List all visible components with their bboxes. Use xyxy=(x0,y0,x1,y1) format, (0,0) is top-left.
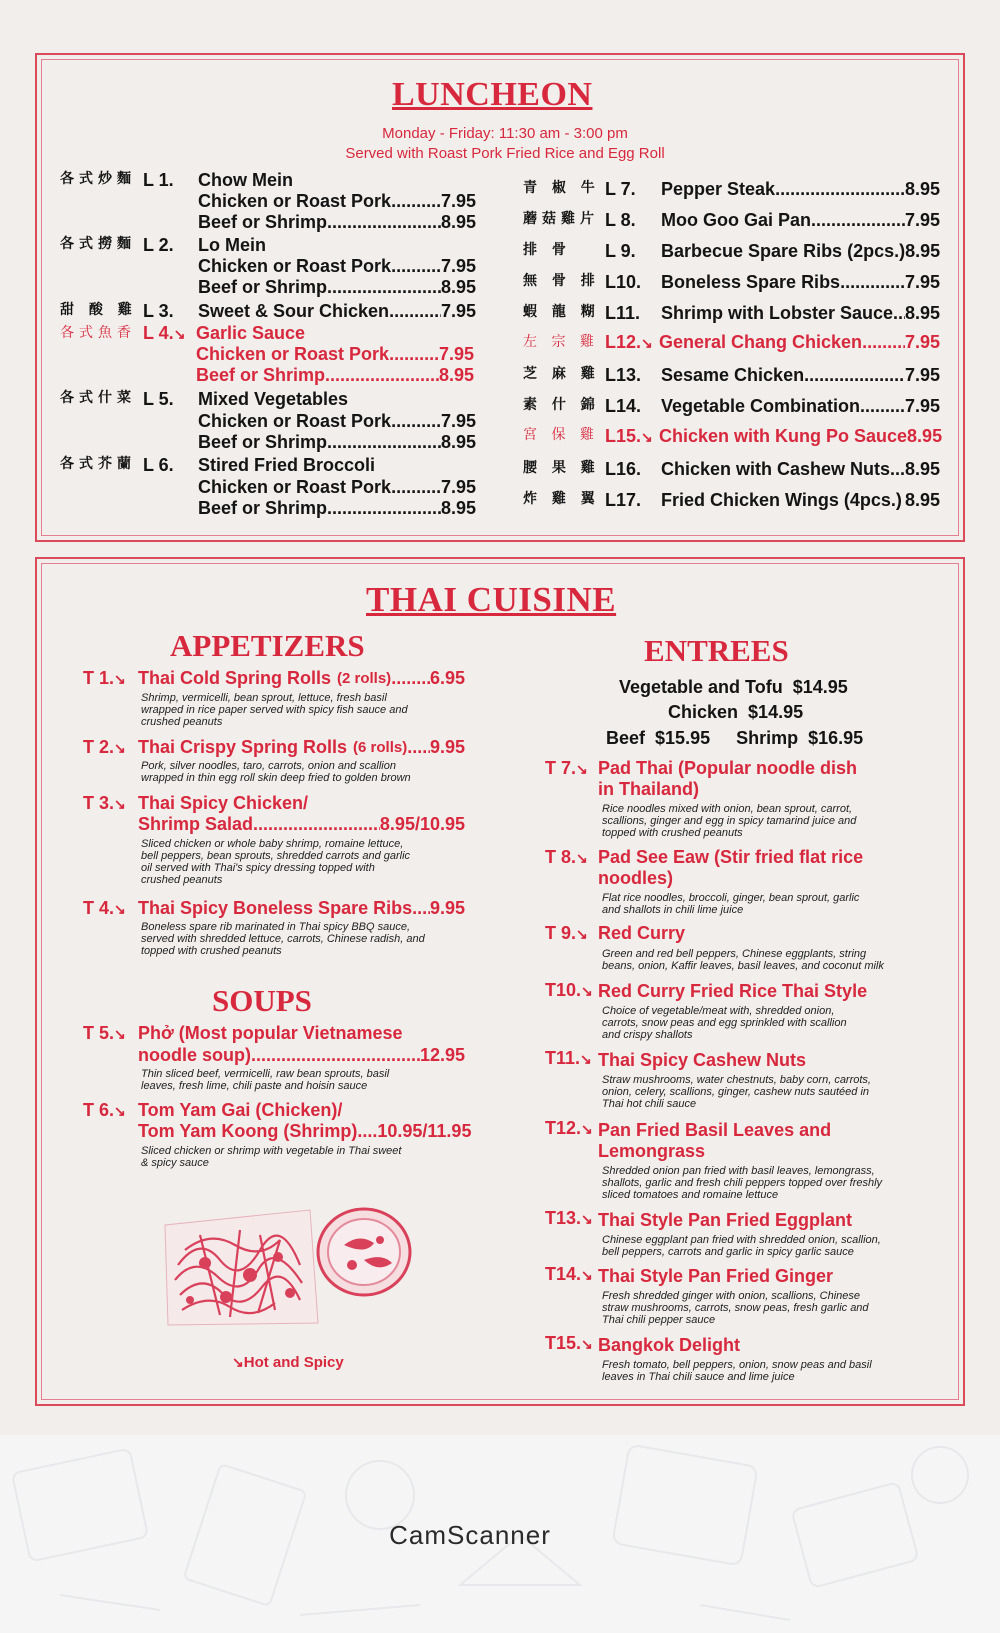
item-code-l1: L 1. xyxy=(143,170,174,190)
item-price: 7.95 xyxy=(904,332,940,352)
option-price: 7.95 xyxy=(440,477,476,497)
item-code-l2: L 2. xyxy=(143,235,174,255)
item-row-l17 xyxy=(661,490,940,511)
price-value: $15.95 xyxy=(655,728,711,748)
option-price: 7.95 xyxy=(438,344,474,364)
option-price: 8.95 xyxy=(440,498,476,518)
leader-dots xyxy=(327,432,441,453)
entree-name: Thai Style Pan Fried Eggplant xyxy=(598,1210,853,1230)
entree-name: Pad Thai (Popular noodle dish xyxy=(598,758,858,778)
entree-name: Red Curry xyxy=(598,923,686,943)
luncheon-served: Served with Roast Pork Fried Rice and Egg Roll xyxy=(345,145,665,162)
appetizer-row xyxy=(138,737,465,758)
thai-title: THAI CUISINE xyxy=(366,580,617,619)
appetizer-code xyxy=(83,668,126,689)
appetizer-desc: Shrimp, vermicelli, bean sprout, lettuce, fresh basil wrapped in rice paper served with spicy fish sauce and crushed peanuts xyxy=(141,692,408,728)
item-name-l2: Lo Mein xyxy=(198,235,266,255)
entree-code xyxy=(545,1264,593,1285)
soup-bowl-illustration xyxy=(314,1205,414,1300)
soup-desc: Thin sliced beef, vermicelli, raw bean sprouts, basil leaves, fresh lime, chili paste and hoisin sauce xyxy=(141,1068,390,1092)
appetizer-price: 6.95 xyxy=(429,668,465,688)
code-text: L15. xyxy=(605,426,642,446)
entree-name-2: in Thailand) xyxy=(598,779,699,799)
item-price: 7.95 xyxy=(904,396,940,416)
item-row-l8 xyxy=(661,210,940,231)
option-row xyxy=(198,191,476,212)
item-row-l14 xyxy=(661,396,940,417)
price-label: Chicken xyxy=(668,702,739,722)
entree-name: Pan Fried Basil Leaves and xyxy=(598,1120,832,1140)
code-text: T 9. xyxy=(545,923,577,943)
option-name: Beef or Shrimp xyxy=(198,432,328,452)
appetizer-code xyxy=(83,793,126,814)
soup-name-2: noodle soup) xyxy=(138,1045,251,1065)
leader-dots xyxy=(391,668,430,689)
item-code-l10: L10. xyxy=(605,272,642,292)
item-cn-l4: 各式魚香 xyxy=(60,325,136,341)
item-code-l15 xyxy=(605,426,653,447)
leader-dots xyxy=(811,210,905,231)
item-name: Pepper Steak xyxy=(661,179,776,199)
appetizer-row xyxy=(138,668,465,689)
soup-desc: Sliced chicken or shrimp with vegetable in Thai sweet & spicy sauce xyxy=(141,1145,402,1169)
item-price: 7.95 xyxy=(440,301,476,321)
entree-price-row xyxy=(606,728,863,749)
leader-dots xyxy=(391,256,441,277)
item-name-l1: Chow Mein xyxy=(198,170,293,190)
item-cn-l17: 炸 雞 翼 xyxy=(523,491,600,507)
appetizer-price: 9.95 xyxy=(429,898,465,918)
leader-dots xyxy=(327,277,441,298)
item-price: 8.95 xyxy=(907,426,943,446)
option-row xyxy=(198,477,476,498)
appetizer-desc: Sliced chicken or whole baby shrimp, romaine lettuce, bell peppers, bean sprouts, shredded carrots and garlic oil served with Thai's spicy dressing topped with crushed peanuts xyxy=(141,838,411,886)
option-name: Chicken or Roast Pork xyxy=(198,477,392,497)
price-value: $16.95 xyxy=(808,728,864,748)
entree-code xyxy=(545,923,588,944)
option-price: 7.95 xyxy=(440,411,476,431)
appetizer-price: 8.95/10.95 xyxy=(379,814,465,834)
item-code-l9: L 9. xyxy=(605,241,636,261)
item-price: 8.95 xyxy=(904,179,940,199)
item-name: Chicken with Cashew Nuts xyxy=(661,459,891,479)
entrees-heading: ENTREES xyxy=(644,633,789,668)
leader-dots xyxy=(775,179,905,200)
item-name: Moo Goo Gai Pan xyxy=(661,210,812,230)
item-name-l6: Stired Fried Broccoli xyxy=(198,455,376,475)
option-row xyxy=(198,277,476,298)
item-cn-l15: 宮 保 雞 xyxy=(523,427,599,443)
code-text: T13. xyxy=(545,1208,582,1228)
item-code-l6: L 6. xyxy=(143,455,174,475)
entree-code xyxy=(545,1118,593,1139)
soup-name-2: Tom Yam Koong (Shrimp) xyxy=(138,1121,358,1141)
noodle-dish-illustration xyxy=(160,1205,320,1330)
item-cn-l9: 排 骨 xyxy=(523,242,571,258)
option-row xyxy=(198,498,476,519)
code-text: T 8. xyxy=(545,847,577,867)
chili-pepper-icon: ↘ xyxy=(114,901,126,917)
soup-name: Tom Yam Gai (Chicken)/ xyxy=(138,1100,343,1120)
item-cn-l7: 青 椒 牛 xyxy=(523,180,600,196)
item-name: Sesame Chicken xyxy=(661,365,805,385)
item-row-l11 xyxy=(661,303,940,324)
chili-pepper-icon: ↘ xyxy=(114,671,126,687)
item-cn-l8: 蘑菇雞片 xyxy=(523,211,599,227)
appetizer-row xyxy=(138,898,465,919)
leader-dots xyxy=(407,737,430,758)
leader-dots xyxy=(389,301,441,322)
item-row-l10 xyxy=(661,272,940,293)
leader-dots xyxy=(325,365,439,386)
entree-name: Pad See Eaw (Stir fried flat rice xyxy=(598,847,864,867)
leader-dots xyxy=(840,272,905,293)
item-row-l15 xyxy=(659,426,943,447)
item-code-l17: L17. xyxy=(605,490,642,510)
item-cn-l12: 左 宗 雞 xyxy=(523,334,599,350)
option-name: Chicken or Roast Pork xyxy=(198,411,392,431)
legend-text: Hot and Spicy xyxy=(243,1354,344,1371)
entree-code xyxy=(545,1208,593,1229)
option-row xyxy=(198,432,476,453)
option-row xyxy=(196,344,474,365)
appetizer-qty: (2 rolls) xyxy=(337,670,392,687)
soup-code xyxy=(83,1023,126,1044)
leader-dots xyxy=(804,365,905,386)
appetizers-heading: APPETIZERS xyxy=(170,628,365,663)
soup-row xyxy=(138,1045,465,1066)
appetizer-price: 9.95 xyxy=(429,737,465,757)
chili-pepper-icon: ↘ xyxy=(114,796,126,812)
entree-desc: Choice of vegetable/meat with, shredded onion, carrots, snow peas and egg sprinkled with scallion and crispy shallots xyxy=(602,1005,847,1041)
option-row xyxy=(198,256,476,277)
soup-price: 12.95 xyxy=(419,1045,465,1065)
soup-row xyxy=(138,1121,472,1142)
item-row-l9 xyxy=(661,241,940,262)
appetizer-code xyxy=(83,898,126,919)
chili-pepper-icon: ↘ xyxy=(641,429,653,445)
item-row-l7 xyxy=(661,179,940,200)
option-row xyxy=(198,411,476,432)
entree-name: Thai Style Pan Fried Ginger xyxy=(598,1266,834,1286)
code-text: T14. xyxy=(545,1264,582,1284)
entree-desc: Flat rice noodles, broccoli, ginger, bean sprout, garlic and shallots in chili lime juice xyxy=(602,892,860,916)
entree-name-2: Lemongrass xyxy=(598,1141,706,1161)
option-price: 7.95 xyxy=(440,256,476,276)
item-price: 8.95 xyxy=(904,490,940,510)
soup-code xyxy=(83,1100,126,1121)
entree-code xyxy=(545,1048,592,1069)
option-row xyxy=(198,212,476,233)
soup-price: 10.95/11.95 xyxy=(377,1121,472,1141)
entree-code xyxy=(545,1333,593,1354)
entree-name-2: noodles) xyxy=(598,868,673,888)
item-name-l4: Garlic Sauce xyxy=(196,323,306,343)
soup-name: Phở (Most popular Vietnamese xyxy=(138,1023,403,1043)
chili-pepper-icon: ↘ xyxy=(114,1026,126,1042)
entree-name: Bangkok Delight xyxy=(598,1335,741,1355)
leader-dots xyxy=(251,1045,420,1066)
code-text: T 4. xyxy=(83,898,115,918)
entree-code xyxy=(545,980,593,1001)
item-row-l3 xyxy=(198,301,476,322)
option-price: 7.95 xyxy=(440,191,476,211)
item-cn-l16: 腰 果 雞 xyxy=(523,460,600,476)
entree-name: Red Curry Fried Rice Thai Style xyxy=(598,981,868,1001)
code-text: T 3. xyxy=(83,793,115,813)
item-price: 8.95 xyxy=(904,459,940,479)
entree-price-row xyxy=(668,702,803,723)
option-name: Chicken or Roast Pork xyxy=(198,256,392,276)
chili-pepper-icon: ↘ xyxy=(641,335,653,351)
leader-dots xyxy=(391,477,441,498)
chili-pepper-icon: ↘ xyxy=(114,1103,126,1119)
soups-heading: SOUPS xyxy=(212,983,312,1018)
item-cn-l14: 素 什 錦 xyxy=(523,397,600,413)
entree-name: Thai Spicy Cashew Nuts xyxy=(598,1050,807,1070)
entree-desc: Fresh shredded ginger with onion, scallions, Chinese straw mushrooms, carrots, snow peas, fresh garlic and Thai chili pepper sauce xyxy=(602,1290,869,1326)
chili-pepper-icon: ↘ xyxy=(576,850,588,866)
item-name-l5: Mixed Vegetables xyxy=(198,389,349,409)
option-name: Beef or Shrimp xyxy=(198,498,328,518)
luncheon-title: LUNCHEON xyxy=(392,76,593,113)
entree-desc: Rice noodles mixed with onion, bean sprout, carrot, scallions, ginger and egg in spicy tamarind juice and topped with crushed peanuts xyxy=(602,803,857,839)
code-text: T 5. xyxy=(83,1023,115,1043)
chili-pepper-icon: ↘ xyxy=(581,1336,593,1352)
item-code-l5: L 5. xyxy=(143,389,174,409)
item-name: Fried Chicken Wings (4pcs.) xyxy=(661,490,902,510)
price-label: Beef xyxy=(606,728,646,748)
item-name: General Chang Chicken xyxy=(659,332,863,352)
item-code-l7: L 7. xyxy=(605,179,636,199)
option-row xyxy=(196,365,474,386)
code-text: T11. xyxy=(545,1048,581,1068)
code-text: T 6. xyxy=(83,1100,115,1120)
chili-pepper-icon: ↘ xyxy=(581,1267,593,1283)
code-text: T12. xyxy=(545,1118,582,1138)
item-price: 8.95 xyxy=(904,303,940,323)
option-price: 8.95 xyxy=(438,365,474,385)
option-price: 8.95 xyxy=(440,277,476,297)
appetizer-row xyxy=(138,814,465,835)
leader-dots xyxy=(389,344,439,365)
item-cn-l10: 無 骨 排 xyxy=(523,273,600,289)
appetizer-name: Thai Cold Spring Rolls xyxy=(138,668,331,688)
item-name: Shrimp with Lobster Sauce xyxy=(661,303,894,323)
option-name: Chicken or Roast Pork xyxy=(196,344,390,364)
leader-dots xyxy=(860,396,905,417)
item-name: Barbecue Spare Ribs (2pcs.) xyxy=(661,241,906,261)
item-code-l16: L16. xyxy=(605,459,642,479)
chili-pepper-icon: ↘ xyxy=(580,1051,592,1067)
option-price: 8.95 xyxy=(440,212,476,232)
item-price: 7.95 xyxy=(904,210,940,230)
code-text: T15. xyxy=(545,1333,582,1353)
item-row-l13 xyxy=(661,365,940,386)
spicy-legend xyxy=(232,1354,344,1371)
leader-dots xyxy=(412,898,430,919)
chili-pepper-icon: ↘ xyxy=(232,1354,244,1370)
price-value: $14.95 xyxy=(748,702,804,722)
item-name: Sweet & Sour Chicken xyxy=(198,301,390,321)
option-name: Beef or Shrimp xyxy=(198,277,328,297)
luncheon-hours: Monday - Friday: 11:30 am - 3:00 pm xyxy=(382,125,628,142)
code-text: L12. xyxy=(605,332,642,352)
item-code-l4 xyxy=(143,323,185,344)
appetizer-code xyxy=(83,737,126,758)
item-code-l3: L 3. xyxy=(143,301,174,321)
chili-pepper-icon: ↘ xyxy=(581,1211,593,1227)
entree-code xyxy=(545,758,588,779)
item-code-l8: L 8. xyxy=(605,210,636,230)
leader-dots xyxy=(893,303,905,324)
item-name: Chicken with Kung Po Sauce xyxy=(659,426,908,446)
item-cn-l1: 各式炒麵 xyxy=(60,171,136,187)
entree-desc: Fresh tomato, bell peppers, onion, snow peas and basil leaves in Thai chili sauce and lime juice xyxy=(602,1359,872,1383)
leader-dots xyxy=(253,814,380,835)
appetizer-name-2: Shrimp Salad xyxy=(138,814,254,834)
chili-pepper-icon: ↘ xyxy=(576,761,588,777)
code-text: L 4. xyxy=(143,323,174,343)
item-row-l16 xyxy=(661,459,940,480)
chili-pepper-icon: ↘ xyxy=(576,926,588,942)
item-code-l12 xyxy=(605,332,653,353)
price-value: $14.95 xyxy=(792,677,848,697)
leader-dots xyxy=(327,212,441,233)
chili-pepper-icon: ↘ xyxy=(581,1121,593,1137)
code-text: T 2. xyxy=(83,737,115,757)
price-label: Vegetable and Tofu xyxy=(619,677,783,697)
option-name: Chicken or Roast Pork xyxy=(198,191,392,211)
chili-pepper-icon: ↘ xyxy=(114,740,126,756)
chili-pepper-icon: ↘ xyxy=(173,326,186,342)
leader-dots xyxy=(890,459,905,480)
item-row-l12 xyxy=(659,332,940,353)
code-text: T 1. xyxy=(83,668,115,688)
leader-dots xyxy=(327,498,441,519)
entree-desc: Straw mushrooms, water chestnuts, baby corn, carrots, onion, celery, scallions, ginger, cashew nuts sautéed in Thai hot chili sauce xyxy=(602,1074,871,1110)
item-code-l11: L11. xyxy=(605,303,641,323)
price-label: Shrimp xyxy=(736,728,799,748)
option-price: 8.95 xyxy=(440,432,476,452)
appetizer-qty: (6 rolls) xyxy=(353,739,408,756)
appetizer-desc: Pork, silver noodles, taro, carrots, onion and scallion wrapped in thin egg roll skin deep fried to golden brown xyxy=(141,760,411,784)
appetizer-name: Thai Spicy Chicken/ xyxy=(138,793,309,813)
item-cn-l5: 各式什菜 xyxy=(60,390,136,406)
appetizer-name: Thai Spicy Boneless Spare Ribs xyxy=(138,898,413,918)
item-cn-l2: 各式撈麵 xyxy=(60,236,136,252)
item-code-l14: L14. xyxy=(605,396,642,416)
entree-desc: Shredded onion pan fried with basil leaves, lemongrass, shallots, garlic and fresh chili peppers topped over freshly sliced tomatoes and romaine lettuce xyxy=(602,1165,883,1201)
leader-dots xyxy=(391,411,441,432)
camscanner-brand: CamScanner xyxy=(389,1520,551,1550)
appetizer-name: Thai Crispy Spring Rolls xyxy=(138,737,348,757)
code-text: T10. xyxy=(545,980,582,1000)
leader-dots xyxy=(391,191,441,212)
option-name: Beef or Shrimp xyxy=(198,212,328,232)
code-text: T 7. xyxy=(545,758,577,778)
leader-dots xyxy=(862,332,905,353)
item-price: 8.95 xyxy=(905,241,941,261)
item-cn-l11: 蝦 龍 糊 xyxy=(523,304,600,320)
item-name: Boneless Spare Ribs xyxy=(661,272,841,292)
item-cn-l3: 甜 酸 雞 xyxy=(60,302,137,318)
entree-price-row xyxy=(619,677,848,698)
leader-dots: .... xyxy=(357,1121,378,1141)
item-name: Vegetable Combination xyxy=(661,396,861,416)
item-price: 7.95 xyxy=(904,365,940,385)
entree-desc: Chinese eggplant pan fried with shredded onion, scallion, bell peppers, carrots and garlic in spicy garlic sauce xyxy=(602,1234,881,1258)
item-code-l13: L13. xyxy=(605,365,642,385)
item-price: 7.95 xyxy=(904,272,940,292)
entree-desc: Green and red bell peppers, Chinese eggplants, string beans, onion, Kaffir leaves, basil leaves, and coconut milk xyxy=(602,948,884,972)
item-cn-l13: 芝 麻 雞 xyxy=(523,366,600,382)
option-name: Beef or Shrimp xyxy=(196,365,326,385)
item-cn-l6: 各式芥蘭 xyxy=(60,456,136,472)
chili-pepper-icon: ↘ xyxy=(581,983,593,999)
entree-code xyxy=(545,847,588,868)
appetizer-desc: Boneless spare rib marinated in Thai spicy BBQ sauce, served with shredded lettuce, carrots, Chinese radish, and topped with crushed peanuts xyxy=(141,921,425,957)
